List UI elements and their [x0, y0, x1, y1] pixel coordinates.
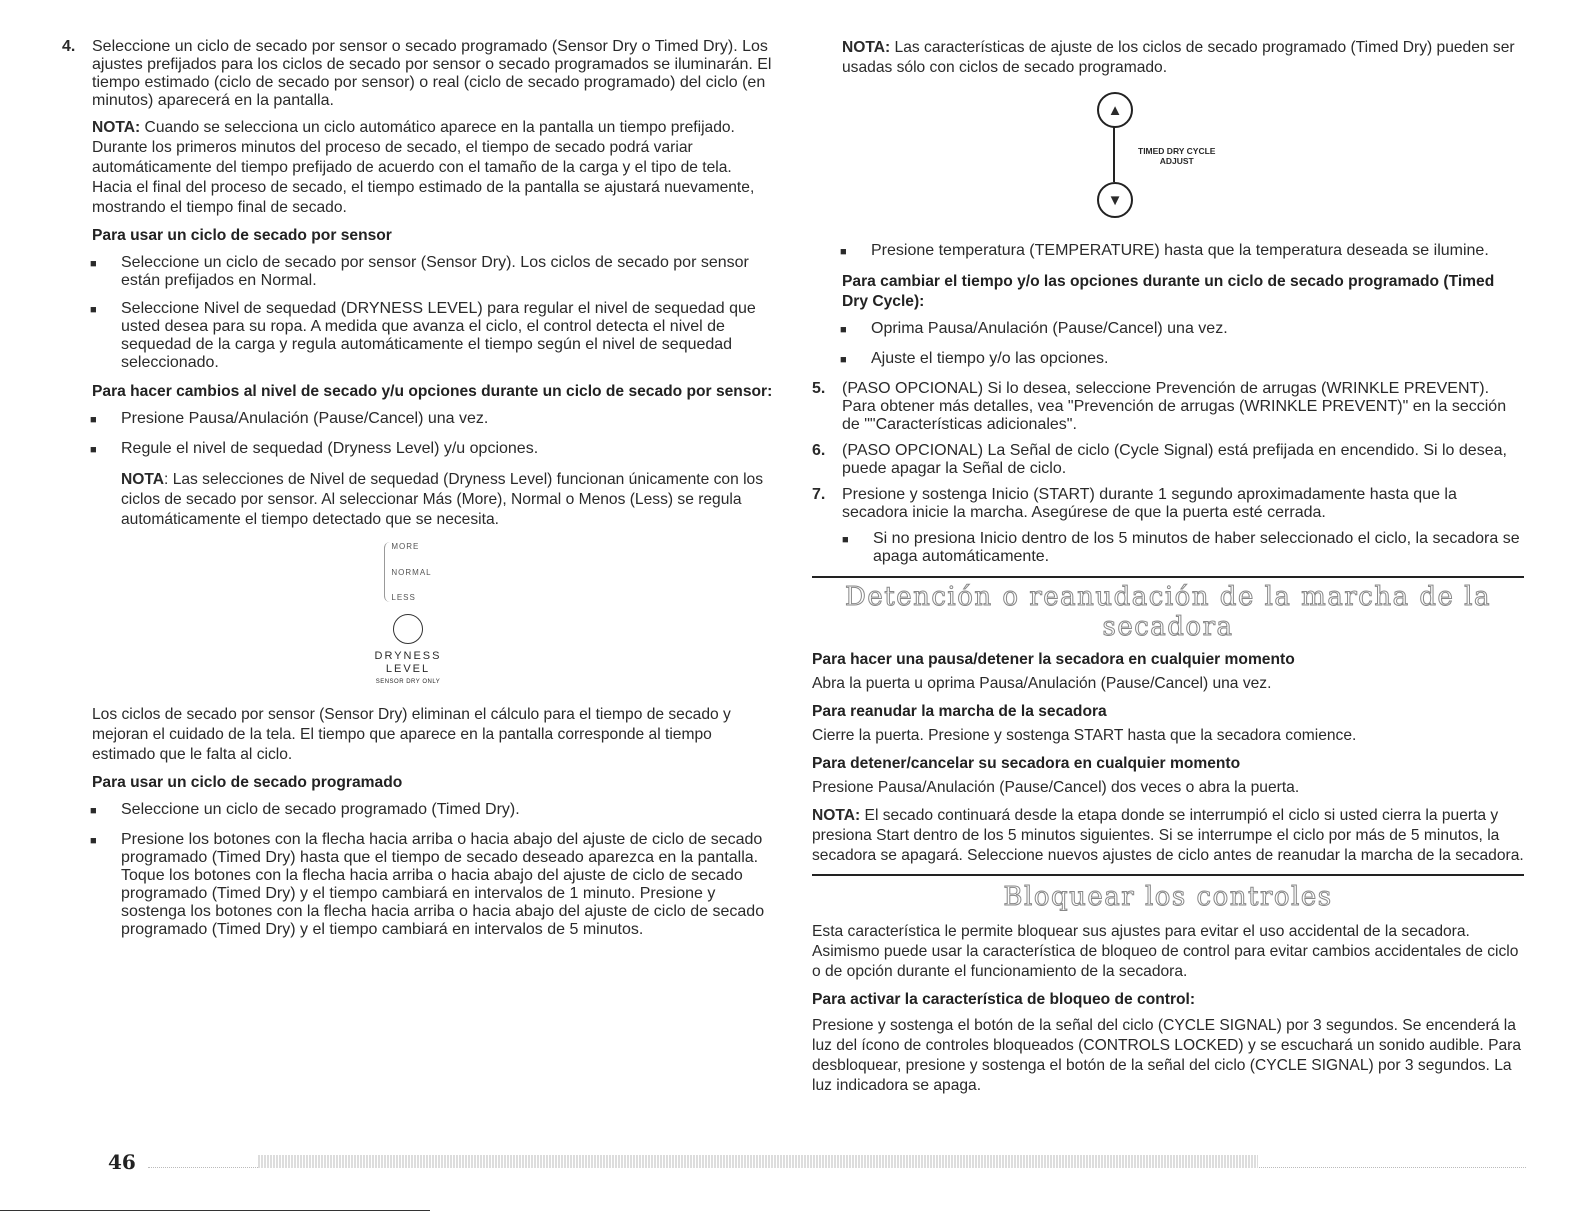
heading-change-timed: Para cambiar el tiempo y/o las opciones durante un ciclo de secado programado (Timed Dry Cycle): [842, 273, 1495, 310]
note-label: NOTA: [812, 807, 861, 824]
square-bullet-icon: ■ [840, 246, 847, 258]
pause-paragraph: Abra la puerta u oprima Pausa/Anulación (Pause/Cancel) una vez. [812, 675, 1272, 692]
note-label: NOTA: [92, 119, 141, 136]
square-bullet-icon: ■ [90, 805, 97, 817]
heading-stop: Para detener/cancelar su secadora en cualquier momento [812, 755, 1241, 772]
list-item [840, 350, 1524, 370]
section-divider [812, 576, 1524, 578]
note-text: : Las selecciones de Nivel de sequedad (Dryness Level) funcionan únicamente con los ciclos de secado por sensor. Al seleccionar Más (More), Normal o Menos (Less) se regula automáticamente el tiempo detectado que se necesita. [121, 471, 764, 528]
note-label: NOTA [121, 471, 165, 488]
list-item-text: Presione Pausa/Anulación (Pause/Cancel) una vez. [121, 410, 489, 427]
step-number: 4. [62, 38, 76, 55]
list-item-text: Presione los botones con la flecha hacia arriba o hacia abajo del ajuste de ciclo de secado programado (Timed Dry) hasta que el tiempo de secado deseado aparezca en la pantalla. Toque los botones con la flecha hacia arriba o hacia abajo del ajuste de ciclo de secado programado (Timed Dry) y el tiempo cambiará en intervalos de 1 minuto. Presione y sostenga los botones con la flecha hacia arriba o hacia abajo del ajuste de ciclo de secado programado (Timed Dry) y el tiempo cambiará en intervalos de 5 minutos. [121, 831, 765, 938]
list-item-text: Seleccione un ciclo de secado por sensor (Sensor Dry). Los ciclos de secado por sensor están prefijados en Normal. [121, 254, 749, 289]
section-divider [812, 874, 1524, 876]
dryness-label-line1: DRYNESS [374, 650, 442, 662]
timed-dry-label [1138, 146, 1215, 166]
list-item [90, 410, 774, 430]
heading-pause: Para hacer una pausa/detener la secadora en cualquier momento [812, 651, 1295, 668]
list-item-text: Ajuste el tiempo y/o las opciones. [871, 350, 1109, 367]
heading-resume: Para reanudar la marcha de la secadora [812, 703, 1107, 720]
heading-activate-lock: Para activar la característica de bloqueo de control: [812, 991, 1196, 1008]
list-item-text: Seleccione Nivel de sequedad (DRYNESS LEVEL) para regular el nivel de sequedad que usted desea para su ropa. A medida que avanza el ciclo, el control detecta el nivel de sequedad de la carga y regula automáticamente el tiempo según el nivel de sequedad seleccionado. [121, 300, 756, 371]
resume-paragraph: Cierre la puerta. Presione y sostenga START hasta que la secadora comience. [812, 727, 1357, 744]
activate-lock-paragraph: Presione y sostenga el botón de la señal del ciclo (CYCLE SIGNAL) por 3 segundos. Se encenderá la luz del ícono de controles bloqueados (CONTROLS LOCKED) y se escuchará un sonido audible. Para desbloquear, presione y sostenga el botón de la señal del ciclo (CYCLE SIGNAL) por 3 segundos. La luz indicadora se apaga. [812, 1017, 1522, 1094]
led-less: LESS [391, 593, 416, 602]
heading-sensor-changes: Para hacer cambios al nivel de secado y/u opciones durante un ciclo de secado por sensor: [92, 383, 773, 400]
square-bullet-icon: ■ [840, 354, 847, 366]
note-dryness [121, 470, 774, 530]
connector-line [1113, 126, 1115, 182]
step-number: 7. [812, 486, 826, 503]
stop-paragraph: Presione Pausa/Anulación (Pause/Cancel) dos veces o abra la puerta. [812, 779, 1300, 796]
bottom-rule [0, 1210, 430, 1211]
list-item [90, 801, 774, 821]
list-item-text: Seleccione un ciclo de secado programado (Timed Dry). [121, 801, 520, 818]
dryness-led-list [384, 542, 431, 602]
list-item [90, 300, 774, 372]
dryness-label [375, 650, 442, 689]
step-7 [812, 486, 1524, 522]
footer-band [258, 1155, 1258, 1168]
step-6 [812, 442, 1524, 478]
arrow-down-icon: ▼ [1097, 182, 1133, 218]
note-timed-dry [842, 38, 1524, 78]
list-item-text: Regule el nivel de sequedad (Dryness Level) y/u opciones. [121, 440, 539, 457]
square-bullet-icon: ■ [90, 414, 97, 426]
square-bullet-icon: ■ [842, 534, 849, 546]
step-text: (PASO OPCIONAL) La Señal de ciclo (Cycle Signal) está prefijada en encendido. Si lo desea, puede apagar la Señal de ciclo. [842, 442, 1507, 477]
page-number: 46 [108, 1150, 136, 1174]
left-column [62, 38, 774, 949]
dryness-level-button-icon [393, 614, 423, 644]
timed-dry-adjust-figure [812, 88, 1524, 228]
section-title-stop-resume: Detención o reanudación de la marcha de la secadora [845, 582, 1491, 642]
sensor-dry-paragraph: Los ciclos de secado por sensor (Sensor Dry) eliminan el cálculo para el tiempo de secado y mejoran el cuidado de la tela. El tiempo que aparece en la pantalla corresponde al tiempo estimado que le falta al ciclo. [92, 706, 731, 763]
led-normal: NORMAL [391, 567, 432, 577]
page-footer [108, 1150, 1526, 1174]
square-bullet-icon: ■ [90, 304, 97, 316]
dryness-level-figure [42, 542, 774, 689]
square-bullet-icon: ■ [90, 258, 97, 270]
right-column [812, 38, 1524, 1104]
arrow-up-icon: ▲ [1097, 92, 1133, 128]
note-label: NOTA: [842, 39, 891, 56]
step-number: 6. [812, 442, 826, 459]
list-item [90, 831, 774, 939]
list-item [840, 320, 1524, 340]
dryness-label-line3: SENSOR DRY ONLY [375, 679, 441, 685]
square-bullet-icon: ■ [90, 444, 97, 456]
step-text: Seleccione un ciclo de secado por sensor o secado programado (Sensor Dry o Timed Dry). Los ajustes prefijados para los ciclos de secado por sensor o secado programados se iluminarán. El tiempo estimado (ciclo de secado por sensor) o real (ciclo de secado programado) del ciclo (en minutos) aparecerá en la pantalla. [92, 38, 772, 109]
step-number: 5. [812, 380, 826, 397]
step-4 [62, 38, 774, 110]
list-item-text: Presione temperatura (TEMPERATURE) hasta que la temperatura deseada se ilumine. [871, 242, 1489, 259]
square-bullet-icon: ■ [90, 835, 97, 847]
footer-rule [148, 1157, 1526, 1168]
list-item [90, 440, 774, 460]
note-text: Las características de ajuste de los ciclos de secado programado (Timed Dry) pueden ser usadas sólo con ciclos de secado programado. [842, 39, 1515, 76]
list-item-text: Si no presiona Inicio dentro de los 5 minutos de haber seleccionado el ciclo, la secadora se apaga automáticamente. [873, 530, 1520, 565]
step-5 [812, 380, 1524, 434]
note-text: El secado continuará desde la etapa donde se interrumpió el ciclo si usted cierra la puerta y presiona Start dentro de los 5 minutos siguientes. Si se interrumpe el ciclo por más de 5 minutos, la secadora se apagará. Seleccione nuevos ajustes de ciclo antes de reanudar la marcha de la secadora. [812, 807, 1524, 864]
list-item [840, 242, 1524, 262]
led-more: MORE [391, 542, 420, 551]
section-title-lock-controls: Bloquear los controles [1003, 882, 1333, 912]
step-text: Presione y sostenga Inicio (START) durante 1 segundo aproximadamente hasta que la secadora inicie la marcha. Asegúrese de que la puerta esté cerrada. [842, 486, 1457, 521]
note-text: Cuando se selecciona un ciclo automático aparece en la pantalla un tiempo prefijado. Durante los primeros minutos del proceso de secado, el tiempo de secado podrá variar automáticamente del tiempo prefijado de acuerdo con el tamaño de la carga y el tipo de tela. Hacia el final del proceso de secado, el tiempo estimado de la pantalla se ajustará nuevamente, mostrando el tiempo final de secado. [92, 119, 755, 216]
lock-paragraph: Esta característica le permite bloquear sus ajustes para evitar el uso accidental de la secadora. Asimismo puede usar la característica de bloqueo de control para evitar cambios accidentales de ciclo o de opción durante el funcionamiento de la secadora. [812, 923, 1519, 980]
list-item [842, 530, 1524, 566]
list-item-text: Oprima Pausa/Anulación (Pause/Cancel) una vez. [871, 320, 1228, 337]
heading-sensor-dry: Para usar un ciclo de secado por sensor [92, 227, 392, 244]
note-auto-cycle [92, 118, 774, 218]
list-item [90, 254, 774, 290]
timed-dry-label-line1: TIMED DRY CYCLE [1138, 146, 1216, 156]
heading-timed-dry: Para usar un ciclo de secado programado [92, 774, 403, 791]
note-resume [812, 806, 1524, 866]
step-text: (PASO OPCIONAL) Si lo desea, seleccione Prevención de arrugas (WRINKLE PREVENT). Para obtener más detalles, vea "Prevención de arrugas (WRINKLE PREVENT)" en la sección de ""Características adicionales". [842, 380, 1507, 433]
timed-dry-label-line2: ADJUST [1159, 156, 1194, 166]
square-bullet-icon: ■ [840, 324, 847, 336]
dryness-label-line2: LEVEL [385, 663, 431, 675]
